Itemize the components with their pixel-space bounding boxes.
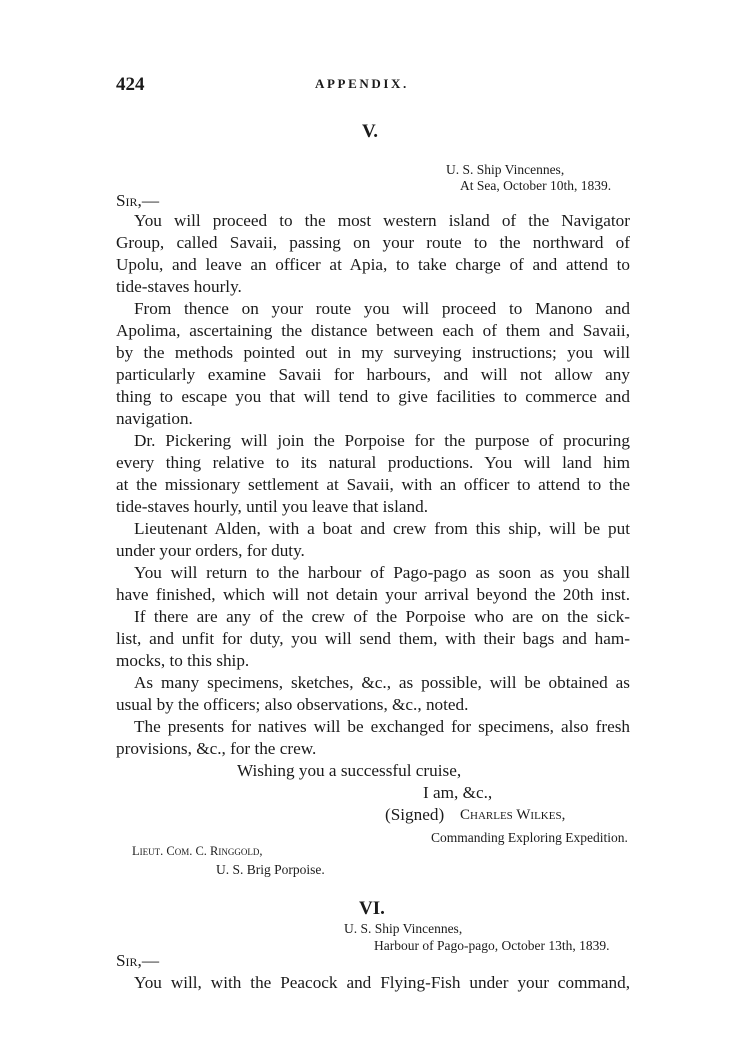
section-numeral: VI. xyxy=(359,898,385,919)
body-line: Upolu, and leave an officer at Apia, to take charge of and attend to xyxy=(116,255,630,274)
addressee-ship: U. S. Brig Porpoise. xyxy=(216,862,325,877)
body-line: particularly examine Savaii for harbours, and will not allow any xyxy=(116,365,630,384)
body-line: If there are any of the crew of the Porpoise who are on the sick- xyxy=(134,607,630,626)
show-through-text xyxy=(478,118,481,134)
body-line: Lieutenant Alden, with a boat and crew from this ship, will be put xyxy=(134,519,630,538)
body-line: As many specimens, sketches, &c., as possible, will be obtained as xyxy=(134,673,630,692)
body-line: provisions, &c., for the crew. xyxy=(116,739,317,758)
sender-date: Harbour of Pago-pago, October 13th, 1839. xyxy=(374,938,610,953)
sender-date: At Sea, October 10th, 1839. xyxy=(460,178,612,193)
body-line: mocks, to this ship. xyxy=(116,651,250,670)
body-line: have finished, which will not detain your arrival beyond the 20th inst. xyxy=(116,585,630,604)
body-line: You will, with the Peacock and Flying-Fish under your command, xyxy=(134,973,630,992)
signature-title: Commanding Exploring Expedition. xyxy=(431,830,628,845)
body-line: You will return to the harbour of Pago-pago as soon as you shall xyxy=(134,563,630,582)
body-line: navigation. xyxy=(116,409,193,428)
body-line: tide-staves hourly, until you leave that island. xyxy=(116,497,429,516)
sender-ship: U. S. Ship Vincennes, xyxy=(446,162,565,177)
salutation: Sir,— xyxy=(116,191,160,210)
running-title: APPENDIX. xyxy=(315,76,409,91)
body-line: at the missionary settlement at Savaii, with an officer to attend to the xyxy=(116,475,630,494)
signed-label: (Signed) xyxy=(385,805,445,824)
salutation: Sir,— xyxy=(116,951,160,970)
body-line: Group, called Savaii, passing on your route to the northward of xyxy=(116,233,630,252)
body-line: by the methods pointed out in my surveying instructions; you will xyxy=(116,343,630,362)
page-number: 424 xyxy=(116,74,145,95)
body-line: From thence on your route you will proceed to Manono and xyxy=(134,299,630,318)
section-numeral: V. xyxy=(362,121,379,142)
body-line: usual by the officers; also observations, &c., noted. xyxy=(116,695,469,714)
sender-ship: U. S. Ship Vincennes, xyxy=(344,921,463,936)
body-line: thing to escape you that will tend to give facilities to commerce and xyxy=(116,387,630,406)
addressee-name: Lieut. Com. C. Ringgold, xyxy=(132,844,263,858)
body-line: every thing relative to its natural productions. You will land him xyxy=(116,453,630,472)
body-line: Apolima, ascertaining the distance between each of them and Savaii, xyxy=(116,321,630,340)
body-line: The presents for natives will be exchanged for specimens, also fresh xyxy=(134,717,630,736)
body-line: You will proceed to the most western island of the Navigator xyxy=(134,211,630,230)
closing-regards: I am, &c., xyxy=(423,783,493,802)
closing-wish: Wishing you a successful cruise, xyxy=(237,761,462,780)
body-line: tide-staves hourly. xyxy=(116,277,242,296)
body-line: list, and unfit for duty, you will send them, with their bags and ham- xyxy=(116,629,630,648)
signature-name: Charles Wilkes, xyxy=(460,807,566,823)
body-line: under your orders, for duty. xyxy=(116,541,305,560)
body-line: Dr. Pickering will join the Porpoise for the purpose of procuring xyxy=(134,431,630,450)
